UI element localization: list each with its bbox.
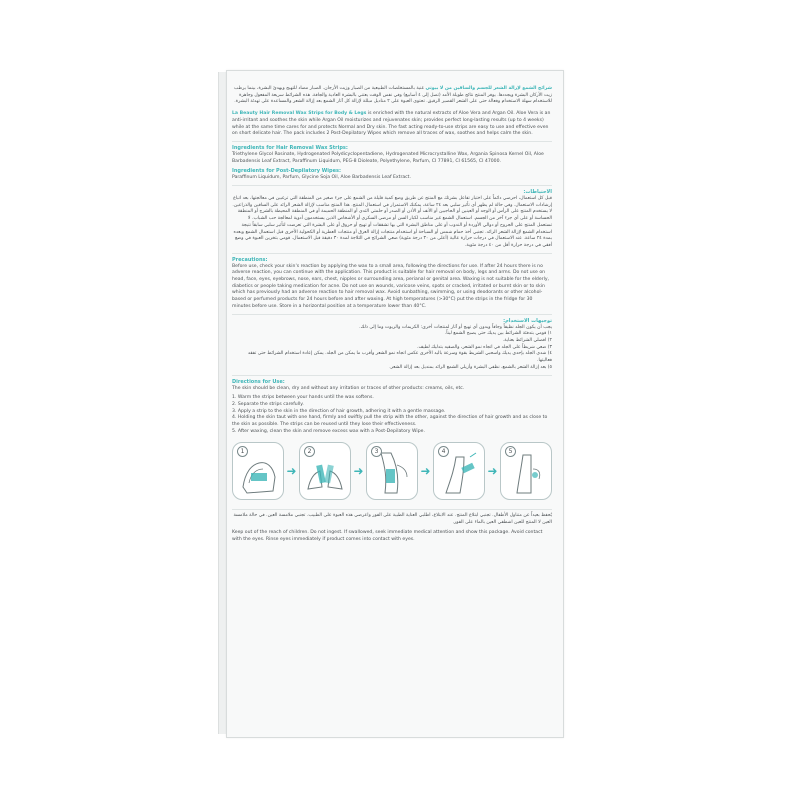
directions-arabic-step: ٣) ضعي شريطاً على الجلد في اتجاه نمو الشعر، والصقيه بتدليك لطيف. bbox=[417, 344, 552, 350]
intro-english-body: is enriched with the natural extracts of Aloe Vera and Argan Oil. Aloe Vera is an anti-irritant and soothes the skin while Argan Oil moisturizes and rejuvenates skin; provides perfect long-lasting results (up to 4 weeks) while at the same time cares for and protects Normal and Dry skin. The fast acting ready-to-use strips are easy to use and effective even on short delicate hair. The pack includes 2 Post-Depilatory Wipes which remove all traces of wax, soothes and helps calm the skin. bbox=[232, 111, 551, 137]
intro-arabic-title: شرائح الشمع لإزالة الشعر للجسم والساقين من لا بيوتي bbox=[425, 86, 552, 91]
directions-english-step: 3. Apply a strip to the skin in the direction of hair growth, adhering it with a gentle massage. bbox=[232, 408, 446, 414]
ingredients-wipes-title: Ingredients for Post-Depilatory Wipes: bbox=[232, 168, 341, 175]
precautions-arabic-title: الاحتياطات: bbox=[523, 189, 552, 196]
directions-english-step: 5. After waxing, clean the skin and remove excess wax with a Post-Depilatory Wipe. bbox=[232, 428, 425, 434]
precautions-english-title: Precautions: bbox=[232, 256, 268, 263]
step-number: 4 bbox=[438, 446, 449, 457]
ingredients-strips-title: Ingredients for Hair Removal Wax Strips: bbox=[232, 144, 348, 151]
arrow-right-icon: ➜ bbox=[420, 464, 431, 479]
divider bbox=[232, 375, 552, 376]
arrow-right-icon: ➜ bbox=[353, 464, 364, 479]
divider bbox=[232, 314, 552, 315]
step-number: 1 bbox=[237, 446, 248, 457]
step-3-illustration bbox=[366, 442, 418, 500]
directions-english-step: 4. Holding the skin taut with one hand, firmly and swiftly pull the strip with the other, against the direction of hair growth and as close to the skin as possible. The strips can be reused until they lose their effectiveness. bbox=[232, 415, 548, 428]
directions-arabic-step: ٥) بعد إزالة الشعر بالشمع، نظفي البشرة وأزيلي الشمع الزائد بمنديل بعد إزالة الشعر. bbox=[389, 364, 552, 370]
directions-arabic-title: توجيهات الاستخدام: bbox=[503, 317, 552, 324]
intro-arabic-body: غنية بالمستخلصات الطبيعية من الصبار وزيت الأرجان. الصبار مضاد للتهيج ويهدئ البشرة، بينما يرطب زيت الأركان البشرة ويجددها. يوفر المنتج نتائج طويلة الأمد (تصل إلى ٤ أسابيع) وفي نفس الوقت يعتني بالبشرة العادية والجافة. هذه الشرائط سريعة المفعول وجاهزة للاستخدام سهلة الاستخدام وفعالة حتى على الشعر القصير الرقيق. تحتوي العبوة على ٢ مناديل مبللة لإزالة كل آثار الشمع بعد إزالة الشعر والمساعدة على تهدئة البشرة. bbox=[233, 86, 552, 105]
footer-warning-english: Keep out of the reach of children. Do not ingest. If swallowed, seek immediate medical attention and show this package. Avoid contact with the eyes. Rinse eyes immediately if product comes into contact with eyes. bbox=[232, 529, 543, 542]
divider bbox=[232, 509, 552, 510]
directions-arabic-step: ٢) افصلي الشرائط بعناية. bbox=[502, 337, 552, 343]
precautions-english-body: Before use, check your skin's reaction by applying the wax to a small area, following the directions for use. If after 24 hours there is no adverse reaction, you can continue with the application. This product is suitable for hair removal on body, legs and arms. Do not use on head, face, eyes, eyebrows, nose, ears, chest, nipples or surrounding area, perianal or genital area. Waxing is not suitable for the elderly, diabetics or people taking medication for acne. Do not use on wounds, varicose veins, spots or cracked, irritated or burnt skin or to skin which has previously had an adverse reaction to hair removal wax. Avoid sunbathing, swimming, or using deodorants or other alcohol-based or perfumed products for 24 hours before and after waxing. At high temperatures (>30°C) put the strips in the fridge for 30 minutes before use. Store in a horizontal position at a temperature lower than 40°C. bbox=[232, 263, 550, 309]
directions-arabic-step: ١) قومي بتدفئة الشرائط بين يديك حتى يصبح الشمع ليناً. bbox=[444, 331, 552, 337]
arrow-right-icon: ➜ bbox=[286, 464, 297, 479]
step-5-illustration bbox=[500, 442, 552, 500]
step-1-illustration bbox=[232, 442, 284, 500]
step-number: 3 bbox=[371, 446, 382, 457]
intro-english-product-name: La Beauty Hair Removal Wax Strips for Body & Legs bbox=[232, 111, 367, 117]
ingredients-strips-list: Triethylene Glycol Rosinate, Hydrogenated Polydicyclopentadiene, Hydrogenated Microcrystalline Wax, Argania Spinosa Kernel Oil, Aloe Barbadensis Leaf Extract, Paraffinum Liquidum, PEG-8 Dioleate, Polyethylene, Parfum, CI 77891, CI 61565, CI 47000. bbox=[232, 151, 544, 164]
footer-warning-arabic: يُحفظ بعيداً عن متناول الأطفال. تجنبي ابتلاع المنتج. عند الابتلاع، اطلبي العناية الطبية على الفور واعرضي هذه العبوة على الطبيب. تجنبي ملامسة العين. في حالة ملامسة العين لا المنتج للعين اشطفي العين بالماء على الفور. bbox=[233, 513, 552, 526]
intro-english bbox=[232, 111, 552, 138]
ingredients-wipes-list: Paraffinum Liquidum, Parfum, Glycine Soja Oil, Aloe Barbadensis Leaf Extract. bbox=[232, 175, 411, 181]
divider bbox=[232, 185, 552, 186]
directions-english-title: Directions for Use: bbox=[232, 378, 285, 385]
step-number: 5 bbox=[505, 446, 516, 457]
label-content bbox=[232, 86, 552, 543]
precautions-arabic-body: قبل كل استعمال، احرصي دائماً على اختبار تفاعل بشرتك مع المنتج عن طريق وضع كمية قليلة من الشمع على جزء صغير من المنطقة التي ترغبين في معالجتها، بعد اتباع إرشادات الاستعمال. وفي حالة لم يظهر أي تأثير سلبي بعد ٢٤ ساعة، يمكنك الاستمرار في استعمال المنتج. هذا المنتج مناسب لإزالة الشعر الزائد على الساقين والذراعين. لا يستخدم المنتج على الرأس أو الوجه أو العينين أو الحاجبين أو الأنف أو الأذن أو الصدر أو حلمتي الثدي أو المنطقة الحميمة أو في المنطقة المحيطة بالشرج أو المنطقة الحساسة أو على أي جزء آخر من الجسم. استعمال الشمع غير مناسب لكبار السن أو مرضى السكري أو الأشخاص الذين يستخدمون أدوية لمعالجة حب الشباب. لا تستعمل المنتج على الجروح أو دوالي الأوردة أو الندوب أو على مناطق البشرة التي بها تشققات أو تهيج أو حروق أو على البشرة التي تعرضت لتأثير سلبي سابقاً نتيجة استخدام الشمع لإزالة الشعر الزائد. تجنبي أخذ حمام شمس أو السباحة أو استخدام منتجات إزالة العرق أو منتجات العطرية أو الكحولية الأخرى قبل استعمال الشمع وبعده بمدة ٢٤ ساعة. عند الاستعمال في درجات حرارة عالية (أعلى من ٣٠ درجة مئوية) ضعي الشرائح في الثلاجة لمدة ٣٠ دقيقة قبل الاستعمال. قومي بتخزين العبوة في وضع أفقي في درجة حرارة أقل من ٤٠ درجة مئوية. bbox=[232, 196, 552, 248]
directions-arabic-intro: يجب أن يكون الجلد نظيفاً وجافاً وبدون أي تهيج أو آثار لمنتجات أخرى: الكريمات والزيوت وما إلى ذلك. bbox=[359, 324, 552, 330]
intro-arabic bbox=[232, 86, 552, 106]
directions-english-step: 2. Separate the strips carefully. bbox=[232, 401, 304, 407]
directions-english-step: 1. Warm the strips between your hands until the wax softens. bbox=[232, 395, 374, 401]
step-number: 2 bbox=[304, 446, 315, 457]
step-4-illustration bbox=[433, 442, 485, 500]
divider bbox=[232, 141, 552, 142]
divider bbox=[232, 253, 552, 254]
step-2-illustration bbox=[299, 442, 351, 500]
directions-arabic-step: ٤) شدي الجلد بإحدى يديك واسحبي الشريط بقوة وسرعة باليد الأخرى عكس اتجاه نمو الشعر وأقرب ما يمكن من الجلد. يمكن إعادة استخدام الشرائط حتى تفقد فعاليتها. bbox=[247, 351, 552, 364]
directions-english-intro: The skin should be clean, dry and without any irritation or traces of other products: creams, oils, etc. bbox=[232, 385, 465, 391]
arrow-right-icon: ➜ bbox=[487, 464, 498, 479]
step-illustrations bbox=[232, 441, 552, 501]
